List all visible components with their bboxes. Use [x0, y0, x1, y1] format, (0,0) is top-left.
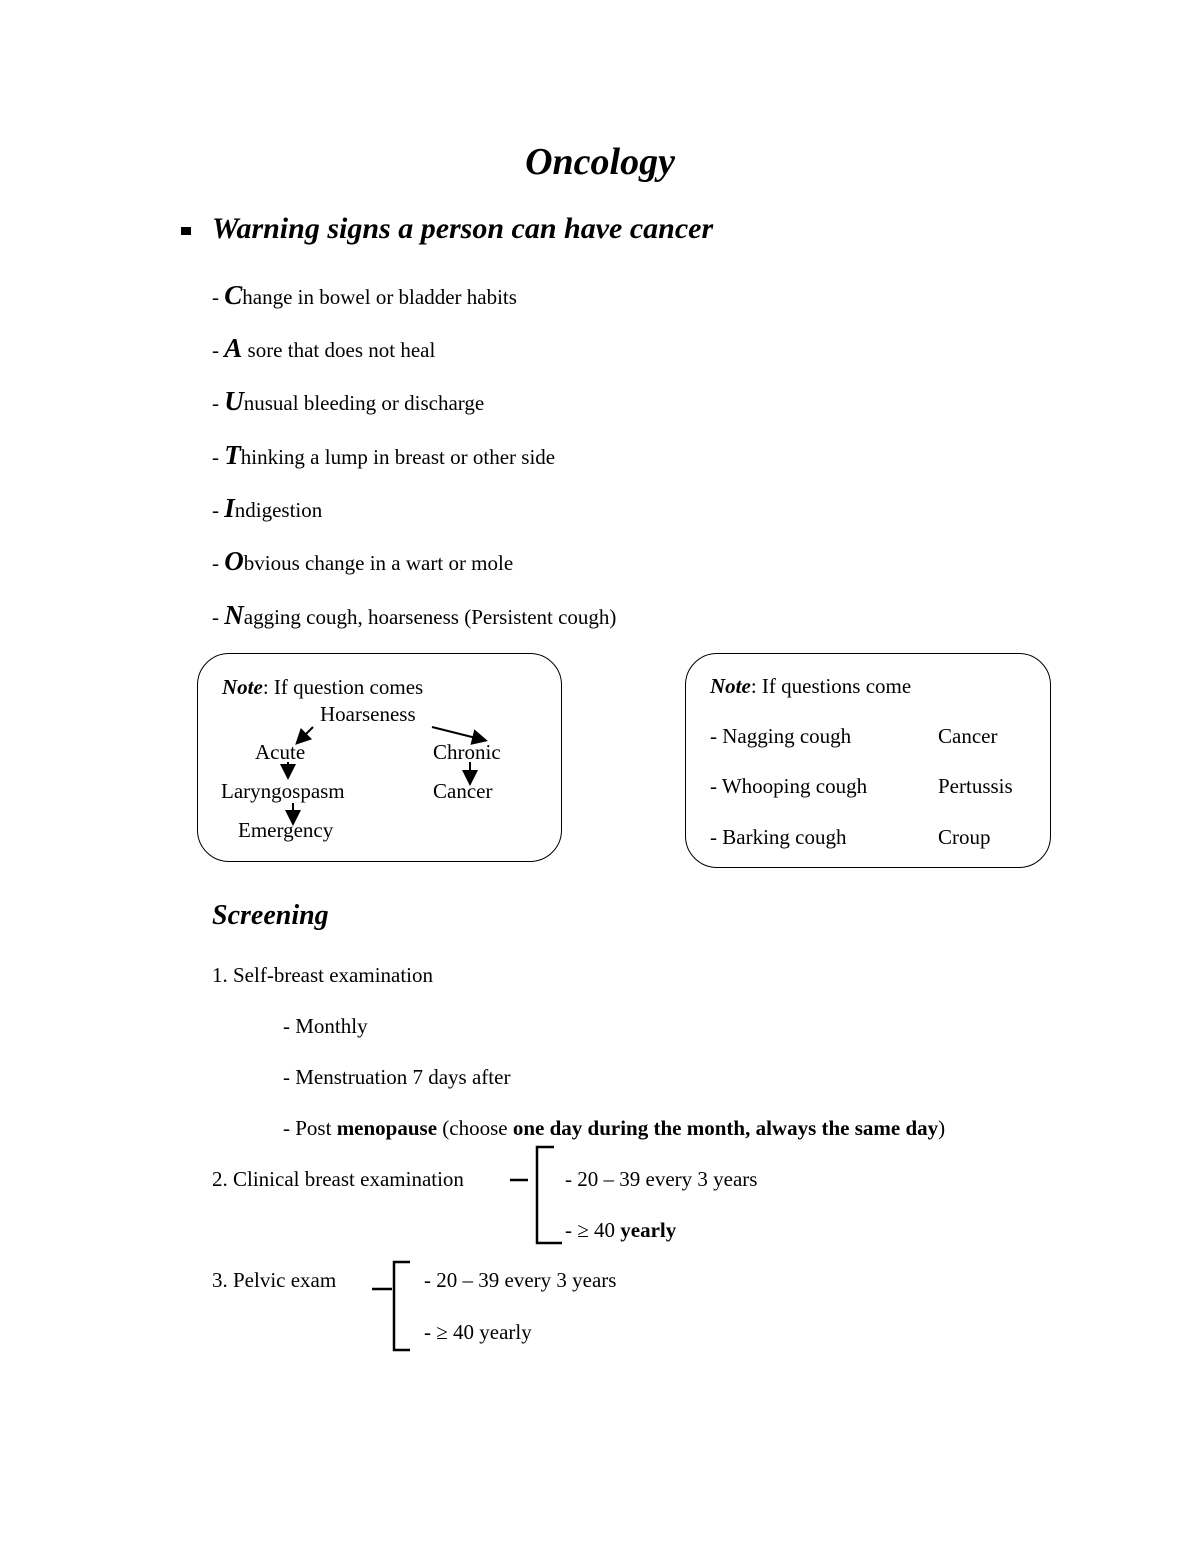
note-intro: Note: If question comes	[222, 675, 424, 699]
brace-pelvic	[372, 1262, 410, 1350]
brace-clinical	[510, 1147, 562, 1243]
screening-sub-item: - Monthly	[283, 1014, 368, 1038]
screening-heading: Screening	[212, 900, 329, 931]
list-item: - Nagging cough, hoarseness (Persistent cough)	[212, 600, 617, 630]
page-title: Oncology	[525, 141, 675, 183]
hoarseness-label: Hoarseness	[320, 702, 416, 726]
note-intro-right: Note: If questions come	[710, 674, 912, 698]
cough-row-right: Croup	[938, 825, 991, 849]
screening-item-2: 2. Clinical breast examination	[212, 1167, 464, 1191]
list-item: - Thinking a lump in breast or other side	[212, 440, 556, 470]
arrow-to-acute	[298, 727, 313, 742]
list-item: - Indigestion	[212, 493, 323, 523]
cough-row-right: Pertussis	[938, 774, 1013, 798]
screening-sub-item: - 20 – 39 every 3 years	[424, 1268, 617, 1292]
chronic-label: Chronic	[433, 740, 501, 764]
warning-signs-heading: Warning signs a person can have cancer	[212, 212, 714, 245]
cough-row-left: - Whooping cough	[710, 774, 868, 798]
cough-row-left: - Nagging cough	[710, 724, 852, 748]
laryngospasm-label: Laryngospasm	[221, 779, 345, 803]
screening-sub-item: - ≥ 40 yearly	[565, 1218, 677, 1242]
list-item: - Unusual bleeding or discharge	[212, 386, 485, 416]
cough-row-left: - Barking cough	[710, 825, 847, 849]
screening-sub-item: - Menstruation 7 days after	[283, 1065, 511, 1089]
screening-sub-item: - 20 – 39 every 3 years	[565, 1167, 758, 1191]
screening-sub-item: - ≥ 40 yearly	[424, 1320, 532, 1344]
screening-item-1: 1. Self-breast examination	[212, 963, 434, 987]
list-item: - A sore that does not heal	[212, 333, 436, 363]
list-item: - Obvious change in a wart or mole	[212, 546, 514, 576]
emergency-label: Emergency	[238, 818, 334, 842]
arrow-to-chronic	[432, 727, 484, 740]
screening-sub-item: - Post menopause (choose one day during the month, always the same day)	[283, 1116, 946, 1140]
cough-row-right: Cancer	[938, 724, 998, 748]
screening-item-3: 3. Pelvic exam	[212, 1268, 337, 1292]
cancer-label: Cancer	[433, 779, 493, 803]
acute-label: Acute	[255, 740, 306, 764]
list-item: - Change in bowel or bladder habits	[212, 280, 517, 310]
